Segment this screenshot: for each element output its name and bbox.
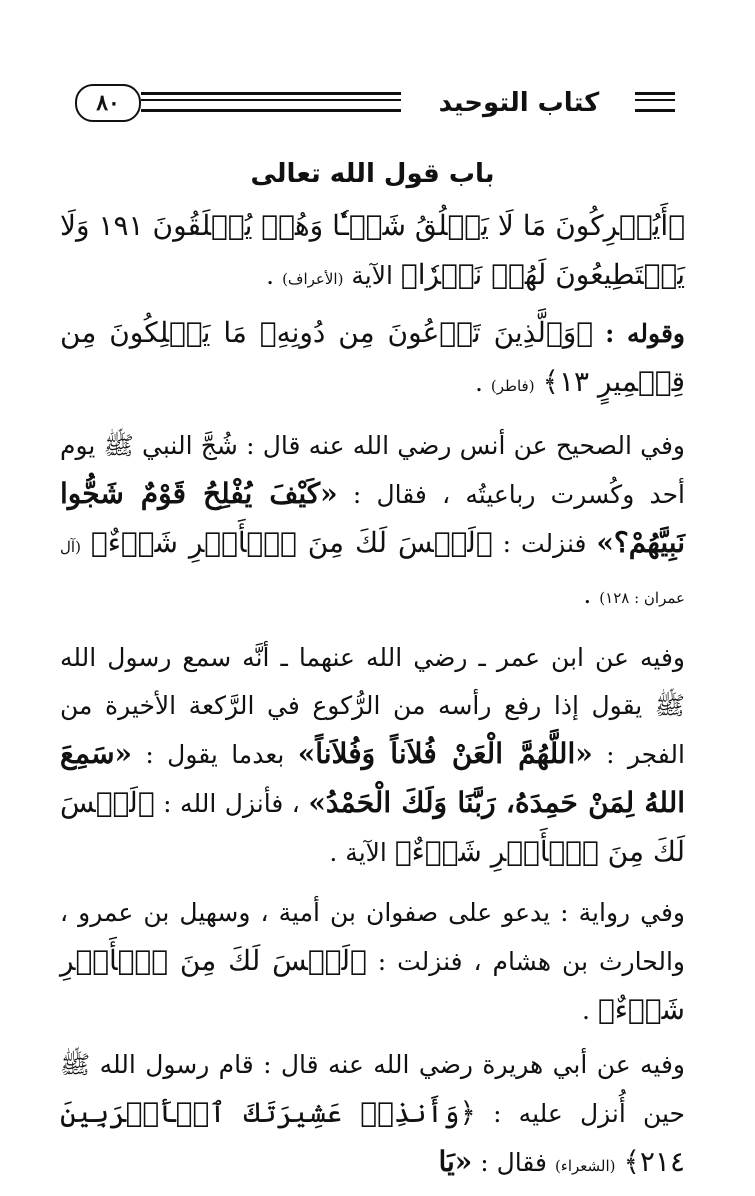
surah-reference: (آل عمران : ١٢٨) — [60, 538, 685, 607]
surah-reference: (الأعراف) — [282, 270, 344, 288]
period: . — [329, 838, 338, 867]
period: . — [582, 996, 590, 1025]
paragraph-3 — [60, 422, 685, 622]
surah-reference: (الشعراء) — [554, 1157, 616, 1175]
paragraph-1 — [60, 202, 685, 303]
page-header — [75, 80, 675, 126]
quran-verse: ﴿وَأَنذِرۡ عَشِيرَتَكَ ٱلۡأَقۡرَبِينَ ٢١٤﴾ — [60, 1096, 685, 1178]
period: . — [475, 368, 483, 397]
quran-verse: ﴿وَٱلَّذِينَ تَدۡعُونَ مِن دُونِهِۦ مَا يَمۡلِكُونَ مِن قِطۡمِيرٍ ١٣﴾ — [60, 316, 685, 398]
header-rule-right — [635, 92, 675, 112]
verse-tail: الآية — [351, 261, 393, 290]
narration-text: وفي الصحيح عن أنس رضي الله عنه قال : شُجَّ النبي ﷺ يوم أحد وكُسرت رباعيتُه ، فقال : — [60, 431, 686, 509]
surah-reference: (فاطر) — [490, 377, 535, 395]
hadith-quote: «كَيْفَ يُفْلِحُ قَوْمٌ شَجُّوا نَبِيَّهُمْ؟» — [60, 477, 686, 559]
quran-verse: ﴿أَيُشۡرِكُونَ مَا لَا يَخۡلُقُ شَيۡـٔٗا وَهُمۡ يُخۡلَقُونَ ١٩١ وَلَا يَسۡتَطِيعُونَ لَهُمۡ نَصۡرٗا﴾ — [60, 209, 685, 291]
page-body — [60, 150, 685, 1196]
narration-text: وفيه عن أبي هريرة رضي الله عنه قال : قام رسول الله ﷺ حين أُنزل عليه : — [60, 1050, 685, 1128]
hadith-quote: «اللَّهُمَّ الْعَنْ فُلاَناً وَفُلاَناً» — [297, 737, 593, 770]
header-rule-left — [141, 92, 401, 112]
verse-tail: الآية — [345, 838, 387, 867]
quran-verse: ﴿لَيۡسَ لَكَ مِنَ ٱلۡأَمۡرِ شَيۡءٌ﴾ — [60, 944, 685, 1026]
narration-text: وفي رواية : يدعو على صفوان بن أمية ، وسهيل بن عمرو ، والحارث بن هشام ، فنزلت : — [60, 898, 685, 976]
narration-text: وفيه عن ابن عمر ـ رضي الله عنهما ـ أنَّه سمع رسول الله ﷺ يقول إذا رفع رأسه من الرُّكوع في الرَّكعة الأخيرة من الفجر : — [60, 643, 685, 769]
narration-text: بعدما يقول : — [145, 740, 285, 769]
hadith-quote: «سَمِعَ اللهُ لِمَنْ حَمِدَهُ، رَبَّنَا وَلَكَ الْحَمْدُ» — [60, 737, 686, 819]
paragraph-6 — [60, 1041, 685, 1190]
paragraph-4 — [60, 634, 685, 877]
lead-word: وقوله : — [605, 319, 685, 348]
paragraph-2 — [60, 309, 685, 410]
page-number-badge — [75, 84, 141, 122]
period: . — [583, 580, 592, 609]
quran-verse: ﴿لَيۡسَ لَكَ مِنَ ٱلۡأَمۡرِ شَيۡءٌ﴾ — [60, 786, 685, 868]
period: . — [266, 261, 275, 290]
book-title: كتاب التوحيد — [438, 88, 600, 118]
page-number: ٨٠ — [96, 90, 120, 116]
narration-text: ، فأنزل الله : — [163, 789, 300, 818]
chapter-title: باب قول الله تعالى — [250, 159, 495, 189]
paragraph-5 — [60, 889, 685, 1035]
quran-verse: ﴿لَيۡسَ لَكَ مِنَ ٱلۡأَمۡرِ شَيۡءٌ﴾ — [90, 526, 493, 559]
hadith-quote: «يَا — [438, 1145, 473, 1178]
narration-text: فنزلت : — [502, 529, 587, 558]
narration-text: فقال : — [480, 1148, 547, 1177]
